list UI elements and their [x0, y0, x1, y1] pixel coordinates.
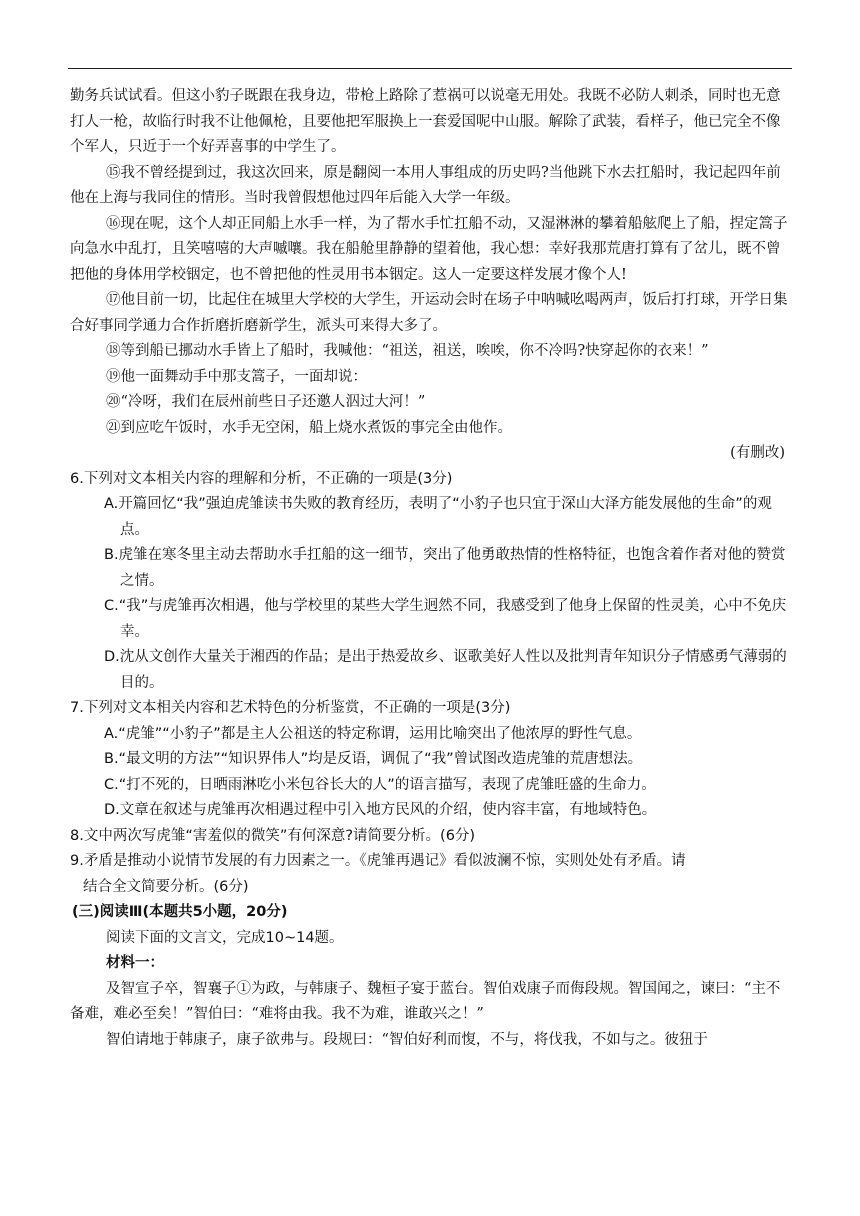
section-3-instruction: 阅读下面的文言文，完成10~14题。	[106, 929, 344, 946]
question-9-stem-line-2: 结合全文简要分析。(6分)	[83, 878, 249, 895]
passage-paragraph-21: ㉑到应吃午饭时，水手无空闲，船上烧水煮饭的事完全由他作。	[106, 419, 512, 436]
material-1-label: 材料一：	[106, 955, 164, 971]
question-6-option-a: A.开篇回忆“我”强迫虎雏读书失败的教育经历，表明了“小豹子也只宜于深山大泽方能发展他的生命”的观点。	[104, 496, 772, 538]
passage-paragraph-17: ⑰他目前一切，比起住在城里大学校的大学生，开运动会时在场子中呐喊吆喝两声，饭后打打球，开学日集合好事同学通力合作折磨折磨新学生，派头可来得大多了。	[70, 292, 788, 334]
passage-paragraph-19: ⑲他一面舞动手中那支篙子，一面却说：	[106, 368, 367, 385]
question-7-option-d: D.文章在叙述与虎雏再次相遇过程中引入地方民风的介绍，使内容丰富，有地域特色。	[104, 802, 657, 818]
passage-paragraph-20: ⑳“冷呀，我们在辰州前些日子还邀人泅过大河！”	[106, 394, 426, 410]
question-7-option-c: C.“打不死的，日晒雨淋吃小米包谷长大的人”的语言描写，表现了虎雏旺盛的生命力。	[104, 776, 656, 793]
question-6-option-d: D.沈从文创作大量关于湘西的作品；是出于热爱故乡、讴歌美好人性以及批判青年知识分子情感勇气薄弱的目的。	[104, 649, 787, 691]
page-content	[0, 84, 860, 1053]
section-3-title: (三)阅读Ⅲ(本题共5小题，20分)	[72, 904, 288, 920]
header-rule	[68, 68, 792, 69]
question-7-option-b: B.“最文明的方法”“知识界伟人”均是反语，调侃了“我”曾试图改造虎雏的荒唐想法。	[104, 751, 643, 767]
passage-paragraph-15: ⑮我不曾经提到过，我这次回来，原是翻阅一本用人事组成的历史吗?当他跳下水去扛船时，我记起四年前他在上海与我同住的情形。当时我曾假想他过四年后能入大学一年级。	[70, 164, 781, 206]
passage-paragraph-18: ⑱等到船已挪动水手皆上了船时，我喊他：“祖送，祖送，唉唉，你不冷吗?快穿起你的衣来！”	[106, 343, 709, 359]
question-6-option-c: C.“我”与虎雏再次相遇，他与学校里的某些大学生迥然不同，我感受到了他身上保留的性灵美，心中不免庆幸。	[104, 598, 787, 640]
question-7-stem: 7.下列对文本相关内容和艺术特色的分析鉴赏，不正确的一项是(3分)	[70, 700, 511, 716]
material-1-paragraph-2: 智伯请地于韩康子，康子欲弗与。段规曰：“智伯好利而愎，不与，将伐我，不如与之。彼狃于	[106, 1031, 708, 1048]
passage-paragraph-intro: 勤务兵试试看。但这小豹子既跟在我身边，带枪上路除了惹祸可以说毫无用处。我既不必防人刺杀，同时也无意打人一枪，故临行时我不让他佩枪，且要他把军服换上一套爱国呢中山服。解除了武装，看样子，他已完全不像个军人，只近于一个好弄喜事的中学生了。	[70, 88, 781, 155]
question-7-option-a: A.“虎雏”“小豹子”都是主人公祖送的特定称谓，运用比喻突出了他浓厚的野性气息。	[104, 725, 642, 742]
question-6-stem: 6.下列对文本相关内容的理解和分析，不正确的一项是(3分)	[70, 470, 453, 487]
question-9-stem-line-1: 9.矛盾是推动小说情节发展的有力因素之一。《虎雏再遇记》看似波澜不惊，实则处处有矛盾。请	[70, 853, 686, 869]
question-6-option-b: B.虎雏在寒冬里主动去帮助水手扛船的这一细节，突出了他勇敢热情的性格特征，也饱含着作者对他的赞赏之情。	[104, 547, 786, 589]
passage-note: (有删改)	[730, 445, 785, 461]
question-8-stem: 8.文中两次写虎雏“害羞似的微笑”有何深意?请简要分析。(6分)	[70, 827, 476, 844]
passage-paragraph-16: ⑯现在呢，这个人却正同船上水手一样，为了帮水手忙扛船不动，又湿淋淋的攀着船舷爬上了船，捏定篙子向急水中乱打，且笑嘻嘻的大声嘁嚷。我在船舱里静静的望着他，我心想：幸好我那荒唐打算有了岔儿，既不曾把他的身体用学校铟定，也不曾把他的性灵用书本铟定。这人一定要这样发展才像个人!	[70, 215, 788, 283]
material-1-paragraph-1: 及智宣子卒，智襄子①为政，与韩康子、魏桓子宴于蓝台。智伯戏康子而侮段规。智国闻之，谏曰：“主不备难，难必至矣！”智伯曰：“难将由我。我不为难，谁敢兴之！”	[70, 980, 781, 1022]
